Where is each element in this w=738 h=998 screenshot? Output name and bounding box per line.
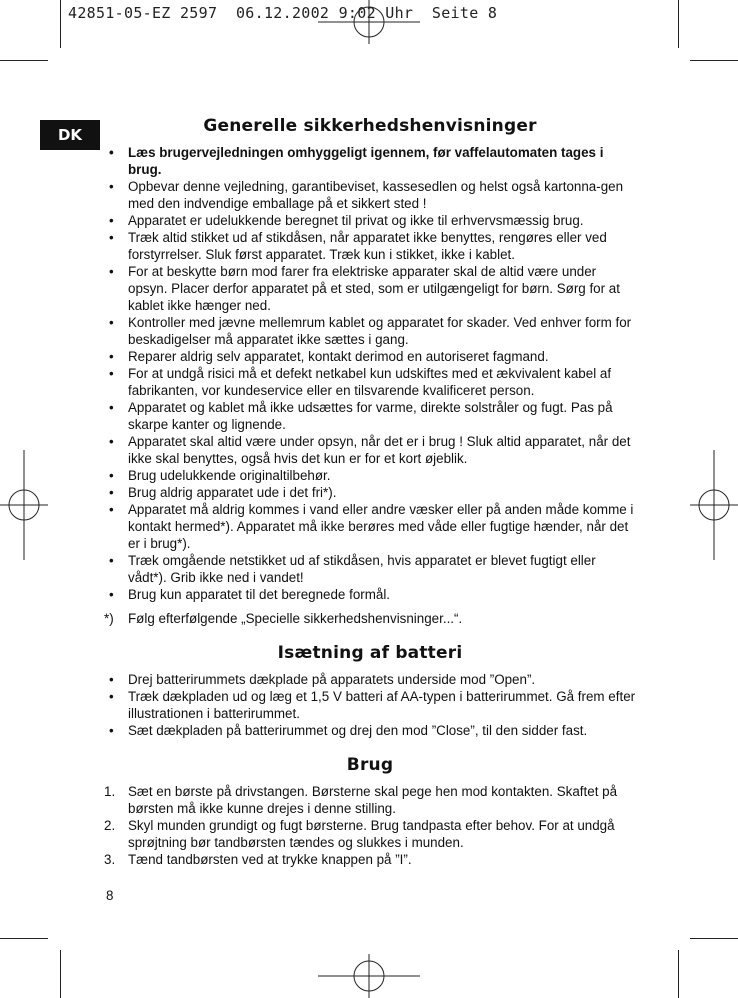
list-item-text: Sæt dækpladen på batterirummet og drej den mod ”Close”, til den sidder fast. (128, 723, 588, 738)
bullet-icon: • (109, 723, 114, 738)
footnote (104, 610, 636, 627)
bullet-icon: • (109, 349, 114, 364)
bullet-icon: • (109, 230, 114, 245)
bullet-icon: • (109, 553, 114, 568)
list-item (104, 722, 636, 739)
crop-mark (690, 938, 738, 939)
bullet-icon: • (109, 502, 114, 517)
bullet-icon: • (109, 145, 114, 160)
list-item (104, 212, 636, 229)
list-item (104, 552, 636, 586)
crop-mark (60, 950, 61, 998)
step-text: Tænd tandbørsten ved at trykke knappen på ”I”. (128, 852, 412, 867)
list-item (104, 671, 636, 688)
bullet-icon: • (109, 485, 114, 500)
bullet-icon: • (109, 400, 114, 415)
crop-mark (0, 938, 48, 939)
list-item (104, 484, 636, 501)
section-title-use: Brug (346, 755, 394, 775)
bullet-icon: • (109, 366, 114, 381)
list-item (104, 467, 636, 484)
list-item-text: Apparatet er udelukkende beregnet til privat og ikke til erhvervsmæssig brug. (128, 213, 584, 228)
list-item (104, 399, 636, 433)
list-item (104, 144, 636, 178)
list-item (104, 348, 636, 365)
footnote-text: Følg efterfølgende „Specielle sikkerhedshenvisninger...“. (128, 611, 463, 626)
list-item-text: Apparatet må aldrig kommes i vand eller andre væsker eller på anden måde komme i kontakt hermed*). Apparatet må ikke berøres med våde eller fugtige hænder, når det er i brug*). (128, 502, 634, 551)
list-item-text: Brug udelukkende originaltilbehør. (128, 468, 331, 483)
footnote-mark: *) (104, 611, 114, 626)
bullet-icon: • (109, 315, 114, 330)
step-number: 3. (104, 852, 116, 867)
list-item (104, 433, 636, 467)
list-item-text: For at beskytte børn mod farer fra elektriske apparater skal de altid være under opsyn. Placer derfor apparatet på et sted, som er utilgængeligt for børn. Sørg for at kablet ikke hænger ned. (128, 264, 620, 313)
step-number: 1. (104, 784, 116, 799)
crop-mark (678, 950, 679, 998)
list-item-text: Drej batterirummets dækplade på apparatets underside mod ”Open”. (128, 672, 536, 687)
list-item (104, 263, 636, 314)
step-number: 2. (104, 818, 116, 833)
print-slug: 42851-05-EZ 2597 06.12.2002 9:02 Uhr Seite 8 (68, 4, 498, 22)
page-content (104, 118, 636, 868)
bullet-icon: • (109, 179, 114, 194)
list-item-text: Kontroller med jævne mellemrum kablet og apparatet for skader. Ved enhver form for beskadigelser må apparatet ikke sættes i gang. (128, 315, 632, 347)
bullet-icon: • (109, 264, 114, 279)
section-title-battery: Isætning af batteri (277, 643, 463, 663)
bullet-icon: • (109, 213, 114, 228)
registration-mark-left (0, 450, 48, 560)
crop-mark (0, 60, 48, 61)
list-item (104, 178, 636, 212)
registration-mark-right (690, 450, 738, 560)
use-steps-list (104, 783, 636, 868)
list-item-text: Brug aldrig apparatet ude i det fri*). (128, 485, 337, 500)
bullet-icon: • (109, 689, 114, 704)
list-item-text: Reparer aldrig selv apparatet, kontakt derimod en autoriseret fagmand. (128, 349, 549, 364)
step-text: Sæt en børste på drivstangen. Børsterne skal pege hen mod kontakten. Skaftet på børsten må ikke kunne drejes i denne stilling. (128, 784, 618, 816)
step-item (104, 817, 636, 851)
list-item-text: Træk dækpladen ud og læg et 1,5 V batteri af AA-typen i batterirummet. Gå frem efter illustrationen i batterirummet. (128, 689, 636, 721)
language-tab: DK (40, 120, 100, 150)
bullet-icon: • (109, 434, 114, 449)
section-title-general-safety: Generelle sikkerhedshenvisninger (203, 116, 537, 136)
bullet-icon: • (109, 672, 114, 687)
step-item (104, 851, 636, 868)
bullet-icon: • (109, 587, 114, 602)
list-item-text: Opbevar denne vejledning, garantibeviset, kassesedlen og helst også kartonna-gen med den indvendige emballage på et sikkert sted ! (128, 179, 624, 211)
step-text: Skyl munden grundigt og fugt børsterne. Brug tandpasta efter behov. For at undgå sprøjtning bør tandbørsten tændes og slukkes i munden. (128, 818, 615, 850)
battery-list (104, 671, 636, 739)
crop-mark (60, 0, 61, 48)
list-item-text: Brug kun apparatet til det beregnede formål. (128, 587, 391, 602)
list-item-text: Træk omgående netstikket ud af stikdåsen, hvis apparatet er blevet fugtigt eller vådt*). Grib ikke ned i vandet! (128, 553, 596, 585)
list-item (104, 688, 636, 722)
crop-mark (690, 60, 738, 61)
crop-mark (678, 0, 679, 48)
list-item-text: For at undgå risici må et defekt netkabel kun udskiftes med et ækvivalent kabel af fabrikanten, vor kundeservice eller en tilsvarende kvalificeret person. (128, 366, 612, 398)
page-number: 8 (106, 888, 114, 903)
list-item-text: Apparatet og kablet må ikke udsættes for varme, direkte solstråler og fugt. Pas på skarpe kanter og lignende. (128, 400, 613, 432)
list-item-text: Læs brugervejledningen omhyggeligt igennem, før vaffelautomaten tages i brug. (128, 145, 604, 177)
list-item-text: Træk altid stikket ud af stikdåsen, når apparatet ikke benyttes, rengøres eller ved forstyrrelser. Sluk først apparatet. Træk kun i stikket, ikke i kablet. (128, 230, 607, 262)
step-item (104, 783, 636, 817)
safety-list (104, 144, 636, 603)
list-item (104, 501, 636, 552)
bullet-icon: • (109, 468, 114, 483)
registration-mark-bottom (318, 954, 420, 998)
list-item (104, 314, 636, 348)
list-item-text: Apparatet skal altid være under opsyn, når det er i brug ! Sluk altid apparatet, når det ikke skal benyttes, også hvis det kun er for et kort øjeblik. (128, 434, 631, 466)
list-item (104, 365, 636, 399)
registration-mark-top (318, 0, 420, 44)
list-item (104, 586, 636, 603)
list-item (104, 229, 636, 263)
